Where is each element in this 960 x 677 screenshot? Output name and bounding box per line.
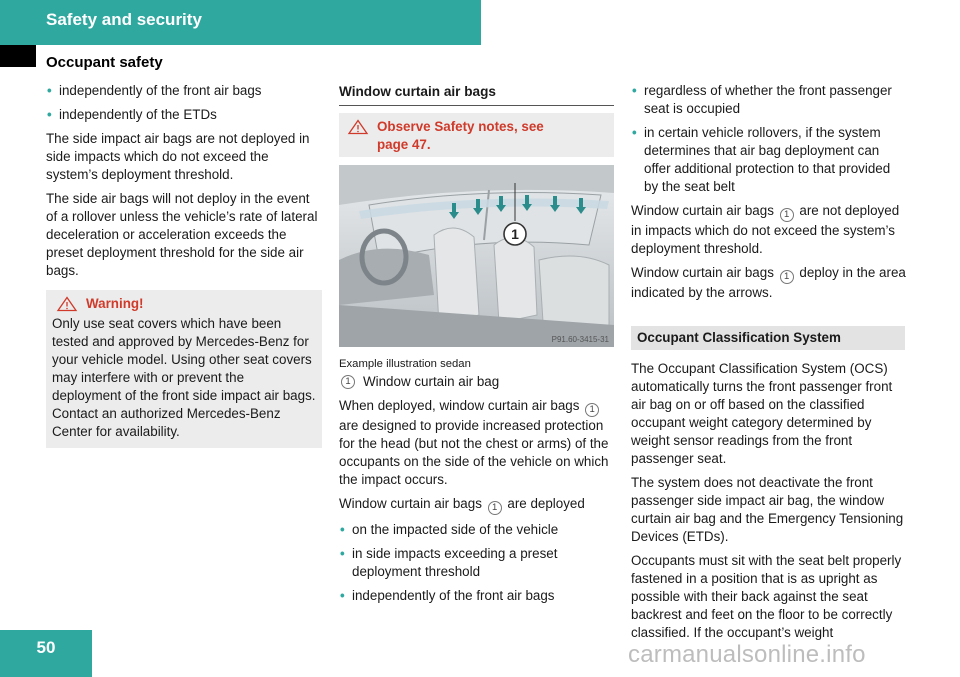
curtain-airbag-illustration xyxy=(339,165,614,347)
paragraph: When deployed, window curtain air bags 1 are designed to provide increased protection for the head (but not the chest or arms) of the occupants on the side of the vehicle on which the impact occurs. xyxy=(339,398,609,487)
paragraph: The system does not deactivate the front passenger side impact air bag, the window curtain air bag and the Emergency Tensioning Devices (ETDs). xyxy=(631,475,904,544)
list-item: • independently of the front air bags xyxy=(339,587,614,605)
warning-heading xyxy=(52,295,316,313)
callout-1-icon: 1 xyxy=(780,270,794,284)
section-heading: Occupant Classification System xyxy=(631,326,905,350)
warning-box xyxy=(46,290,322,448)
observe-note-box xyxy=(339,113,614,157)
paragraph: The side air bags will not deploy in the event of a rollover unless the vehicle’s rate of lateral deceleration or acceleration exceeds the preset deployment threshold for the side air bags. xyxy=(46,191,318,278)
figure-legend xyxy=(339,373,614,391)
list-item: • in certain vehicle rollovers, if the system determines that air bag deployment can offer additional protection to that provided by the seat belt xyxy=(631,124,907,196)
page-number: 50 xyxy=(36,638,56,657)
car-interior-image xyxy=(339,165,614,347)
paragraph: The Occupant Classification System (OCS) automatically turns the front passenger front air bag on or off based on the classified occupant weight category determined by weight sensor readings from the front passenger seat. xyxy=(631,361,893,466)
callout-1-icon: 1 xyxy=(341,375,355,389)
list-item: • independently of the front air bags xyxy=(46,82,322,100)
paragraph: The side impact air bags are not deployed in side impacts which do not exceed the system’s deployment threshold. xyxy=(46,131,310,182)
list-item: • in side impacts exceeding a preset deployment threshold xyxy=(339,545,614,581)
list-item: • independently of the ETDs xyxy=(46,106,322,124)
callout-1-icon: 1 xyxy=(488,501,502,515)
subsection-title: Occupant safety xyxy=(46,54,163,71)
image-code: P91.60-3415-31 xyxy=(551,335,609,344)
callout-1-icon: 1 xyxy=(780,208,794,222)
section-tab-marker xyxy=(0,45,36,67)
warning-triangle-icon xyxy=(56,296,78,312)
paragraph: Window curtain air bags 1 deploy in the area indicated by the arrows. xyxy=(631,265,906,300)
paragraph: Window curtain air bags 1 are deployed xyxy=(339,496,585,513)
warning-title: Warning! xyxy=(86,296,144,311)
column-right xyxy=(631,82,907,648)
callout-number: 1 xyxy=(511,226,519,242)
column-middle xyxy=(339,82,614,611)
figure-caption: Example illustration sedan xyxy=(339,358,471,370)
section-title: Safety and security xyxy=(46,10,202,29)
warning-triangle-icon xyxy=(347,119,369,135)
section-heading: Window curtain air bags xyxy=(339,82,614,106)
list-item: • regardless of whether the front passenger seat is occupied xyxy=(631,82,907,118)
observe-note-text: Observe Safety notes, see page 47. xyxy=(377,119,544,152)
paragraph: Window curtain air bags 1 are not deployed in impacts which do not exceed the system’s deployment threshold. xyxy=(631,203,900,256)
paragraph: Occupants must sit with the seat belt properly fastened in a position that is as upright as possible with their back against the seat backrest and feet on the floor to be correctly classified. If the occupant’s weight xyxy=(631,553,902,640)
list-item: • on the impacted side of the vehicle xyxy=(339,521,614,539)
column-left xyxy=(46,82,322,448)
callout-1-icon: 1 xyxy=(585,403,599,417)
watermark: carmanualsonline.info xyxy=(628,641,866,668)
warning-text: Only use seat covers which have been tested and approved by Mercedes-Benz for your vehicle model. Using other seat covers may interfere with or prevent the deployment of the front side impact air bags. Contact an authorized Mercedes-Benz Center for availability. xyxy=(52,316,316,439)
legend-text: Window curtain air bag xyxy=(363,374,500,389)
